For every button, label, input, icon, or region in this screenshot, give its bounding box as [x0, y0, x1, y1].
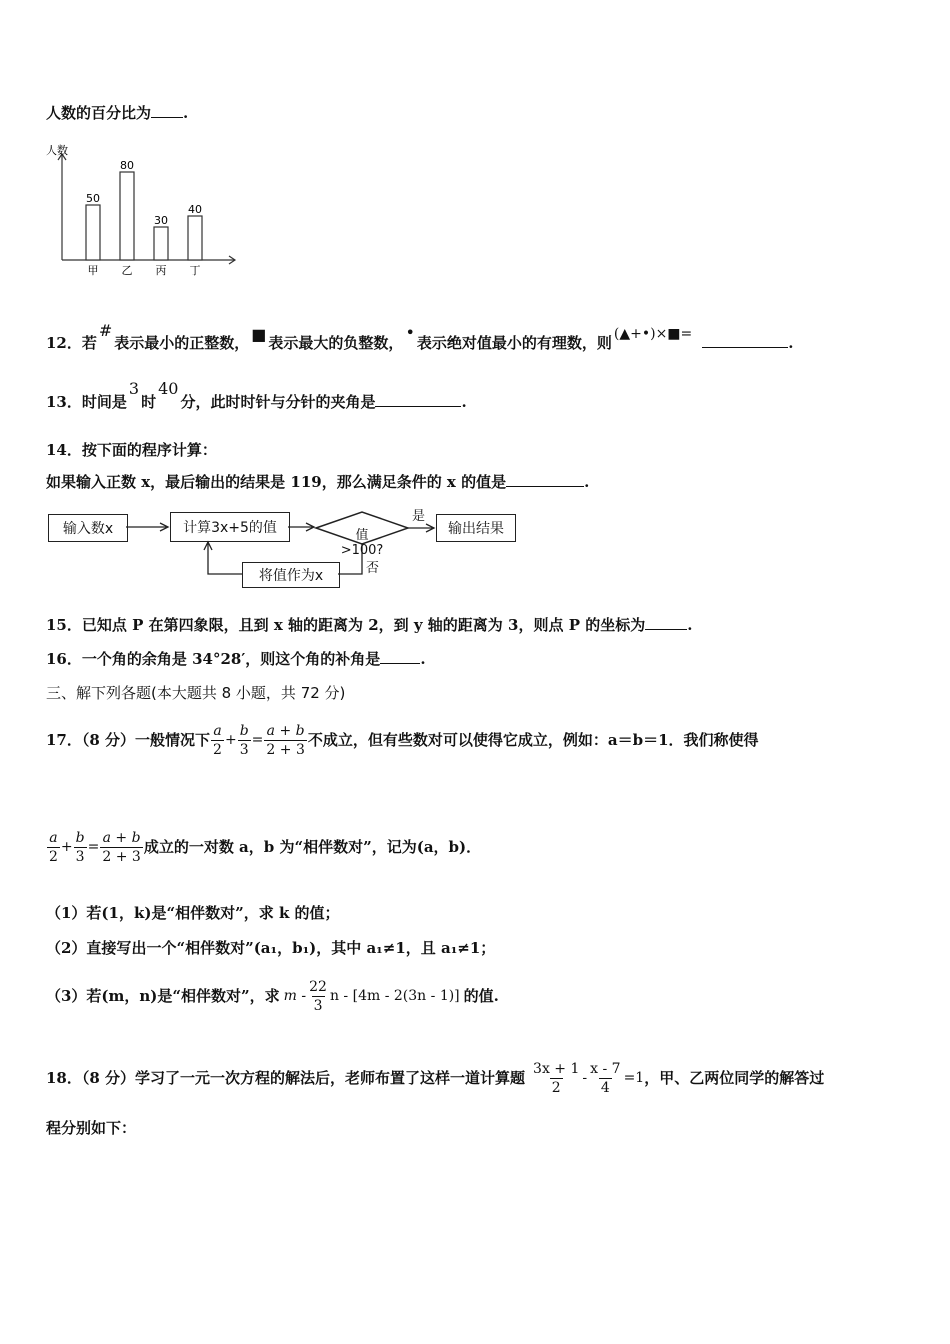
q17-part-2: （2）直接写出一个“相伴数对”(a₁，b₁)，其中 a₁≠1，且 a₁≠1；: [46, 939, 496, 957]
frac-3x1-2: $\frac{3x + 1}{2}$: [533, 1060, 580, 1096]
bar-1: [120, 172, 134, 260]
category-label-1: 乙: [121, 264, 133, 277]
q14-line: 如果输入正数 x，最后输出的结果是 119，那么满足条件的 x 的值是 .: [46, 473, 590, 491]
question-18-line-1: 18．（8 分）学习了一元一次方程的解法后，老师布置了这样一道计算题 $\frac{3x + 1}{2}$ - $\frac{x - 7}{4}$ =1 ，甲、乙两位同学的解答过: [46, 1060, 825, 1096]
y-axis-label: 人数: [46, 144, 68, 157]
question-15: 15．已知点 P 在第四象限，且到 x 轴的距离为 2，到 y 轴的距离为 3，则点 P 的坐标为 .: [46, 616, 693, 634]
category-label-0: 甲: [87, 264, 99, 277]
answer-blank: [375, 392, 461, 407]
bar-chart: [40, 140, 250, 285]
flow-no-label: 否: [366, 561, 380, 576]
q18-text-1: ，甲、乙两位同学的解答过: [644, 1069, 825, 1087]
bar-2: [154, 227, 168, 260]
q12-text-2: 表示最大的负整数，: [268, 334, 404, 352]
question-13: 13．时间是3时40分，此时时针与分针的夹角是 .: [46, 379, 467, 411]
q17-part-3-text: （3）若(m，n)是“相伴数对”，求: [46, 987, 280, 1005]
q13-text-1: 时: [141, 393, 157, 411]
dot-symbol: •: [405, 323, 415, 342]
top-text: 人数的百分比为: [46, 104, 152, 122]
flow-output-box: 输出结果: [436, 514, 516, 542]
q14-text: 如果输入正数 x，最后输出的结果是 119，那么满足条件的 x 的值是: [46, 473, 507, 491]
answer-blank: [645, 615, 687, 630]
hash-symbol: #: [98, 321, 113, 340]
question-16: 16．一个角的余角是 34°28′，则这个角的补角是 .: [46, 650, 426, 668]
q13-minute: 40: [158, 379, 179, 398]
q17-number: 17．（8 分）一般情况下: [46, 731, 211, 749]
bar-3: [188, 216, 202, 260]
category-label-2: 丙: [155, 264, 167, 277]
question-17-line-1: 17．（8 分）一般情况下 $\frac{a}{2}$ + $\frac{b}{3}$ = $\frac{a + b}{2 + 3}$ 不成立，但有些数对可以使得它成立，例如：a＝b＝1．我们称使得: [46, 712, 759, 768]
q17-text-2: 成立的一对数 a，b 为“相伴数对”，记为(a，b)．: [143, 838, 482, 856]
square-symbol: ■: [251, 325, 267, 344]
flow-input-box: 输入数x: [48, 514, 128, 542]
frac-a-2: $\frac{a}{2}$: [49, 829, 58, 865]
frac-ab-23: $\frac{a + b}{2 + 3}$: [102, 829, 141, 865]
q13-text-2: 分，此时时针与分针的夹角是: [180, 393, 376, 411]
answer-blank: [702, 333, 788, 348]
flowchart: [46, 505, 526, 597]
bar-value-label-3: 40: [188, 203, 202, 216]
q12-text-3: 表示绝对值最小的有理数，则: [416, 334, 612, 352]
frac-a-2: $\frac{a}{2}$: [213, 722, 222, 758]
q17-part-1: （1）若(1，k)是“相伴数对”，求 k 的值；: [46, 904, 340, 922]
frac-x7-4: $\frac{x - 7}{4}$: [590, 1060, 621, 1096]
bar-0: [86, 205, 100, 260]
frac-22-3: $\frac{22}{3}$: [309, 978, 327, 1014]
answer-blank: [151, 103, 183, 118]
q12-number: 12．若: [46, 334, 97, 352]
frac-b-3: $\frac{b}{3}$: [239, 722, 249, 758]
q14-title: 14．按下面的程序计算：: [46, 441, 217, 459]
q12-expression: (▲+•)×■=: [613, 326, 693, 342]
flow-calc-box: 计算3x+5的值: [170, 512, 290, 542]
q15-text: 15．已知点 P 在第四象限，且到 x 轴的距离为 2，到 y 轴的距离为 3，则点 P 的坐标为: [46, 616, 646, 634]
top-line: 人数的百分比为 .: [46, 104, 189, 122]
q13-number: 13．时间是: [46, 393, 127, 411]
category-label-3: 丁: [189, 264, 201, 277]
q18-number: 18．（8 分）学习了一元一次方程的解法后，老师布置了这样一道计算题: [46, 1069, 526, 1087]
question-12: 12．若#表示最小的正整数， ■ 表示最大的负整数，•表示绝对值最小的有理数，则 (▲+•)×■= .: [46, 321, 794, 352]
flow-yes-label: 是: [412, 509, 426, 524]
q16-text: 16．一个角的余角是 34°28′，则这个角的补角是: [46, 650, 381, 668]
flow-condition-label: 值>100?: [340, 528, 384, 558]
question-18-line-2: 程分别如下：: [46, 1119, 137, 1137]
bar-value-label-0: 50: [86, 192, 100, 205]
q12-text-1: 表示最小的正整数，: [114, 334, 250, 352]
section-3-heading: 三、解下列各题(本大题共 8 小题，共 72 分): [46, 684, 346, 702]
frac-b-3: $\frac{b}{3}$: [75, 829, 85, 865]
answer-blank: [506, 472, 584, 487]
flow-back-box: 将值作为x: [242, 562, 340, 588]
q17-part-3-end: 的值.: [463, 987, 499, 1005]
q17-text-1: 不成立，但有些数对可以使得它成立，例如：a＝b＝1．我们称使得: [307, 731, 759, 749]
question-17-line-2: $\frac{a}{2}$ + $\frac{b}{3}$ = $\frac{a + b}{2 + 3}$ 成立的一对数 a，b 为“相伴数对”，记为(a，b)．: [49, 829, 482, 865]
answer-blank: [380, 649, 420, 664]
q17-part-3: （3）若(m，n)是“相伴数对”，求 m - $\frac{22}{3}$ n - [4m - 2(3n - 1)] 的值.: [46, 978, 499, 1014]
frac-ab-23: $\frac{a + b}{2 + 3}$: [266, 722, 305, 758]
q13-hour: 3: [128, 379, 140, 398]
flow-arrows: [46, 505, 526, 597]
bar-value-label-2: 30: [154, 214, 168, 227]
bar-value-label-1: 80: [120, 159, 134, 172]
